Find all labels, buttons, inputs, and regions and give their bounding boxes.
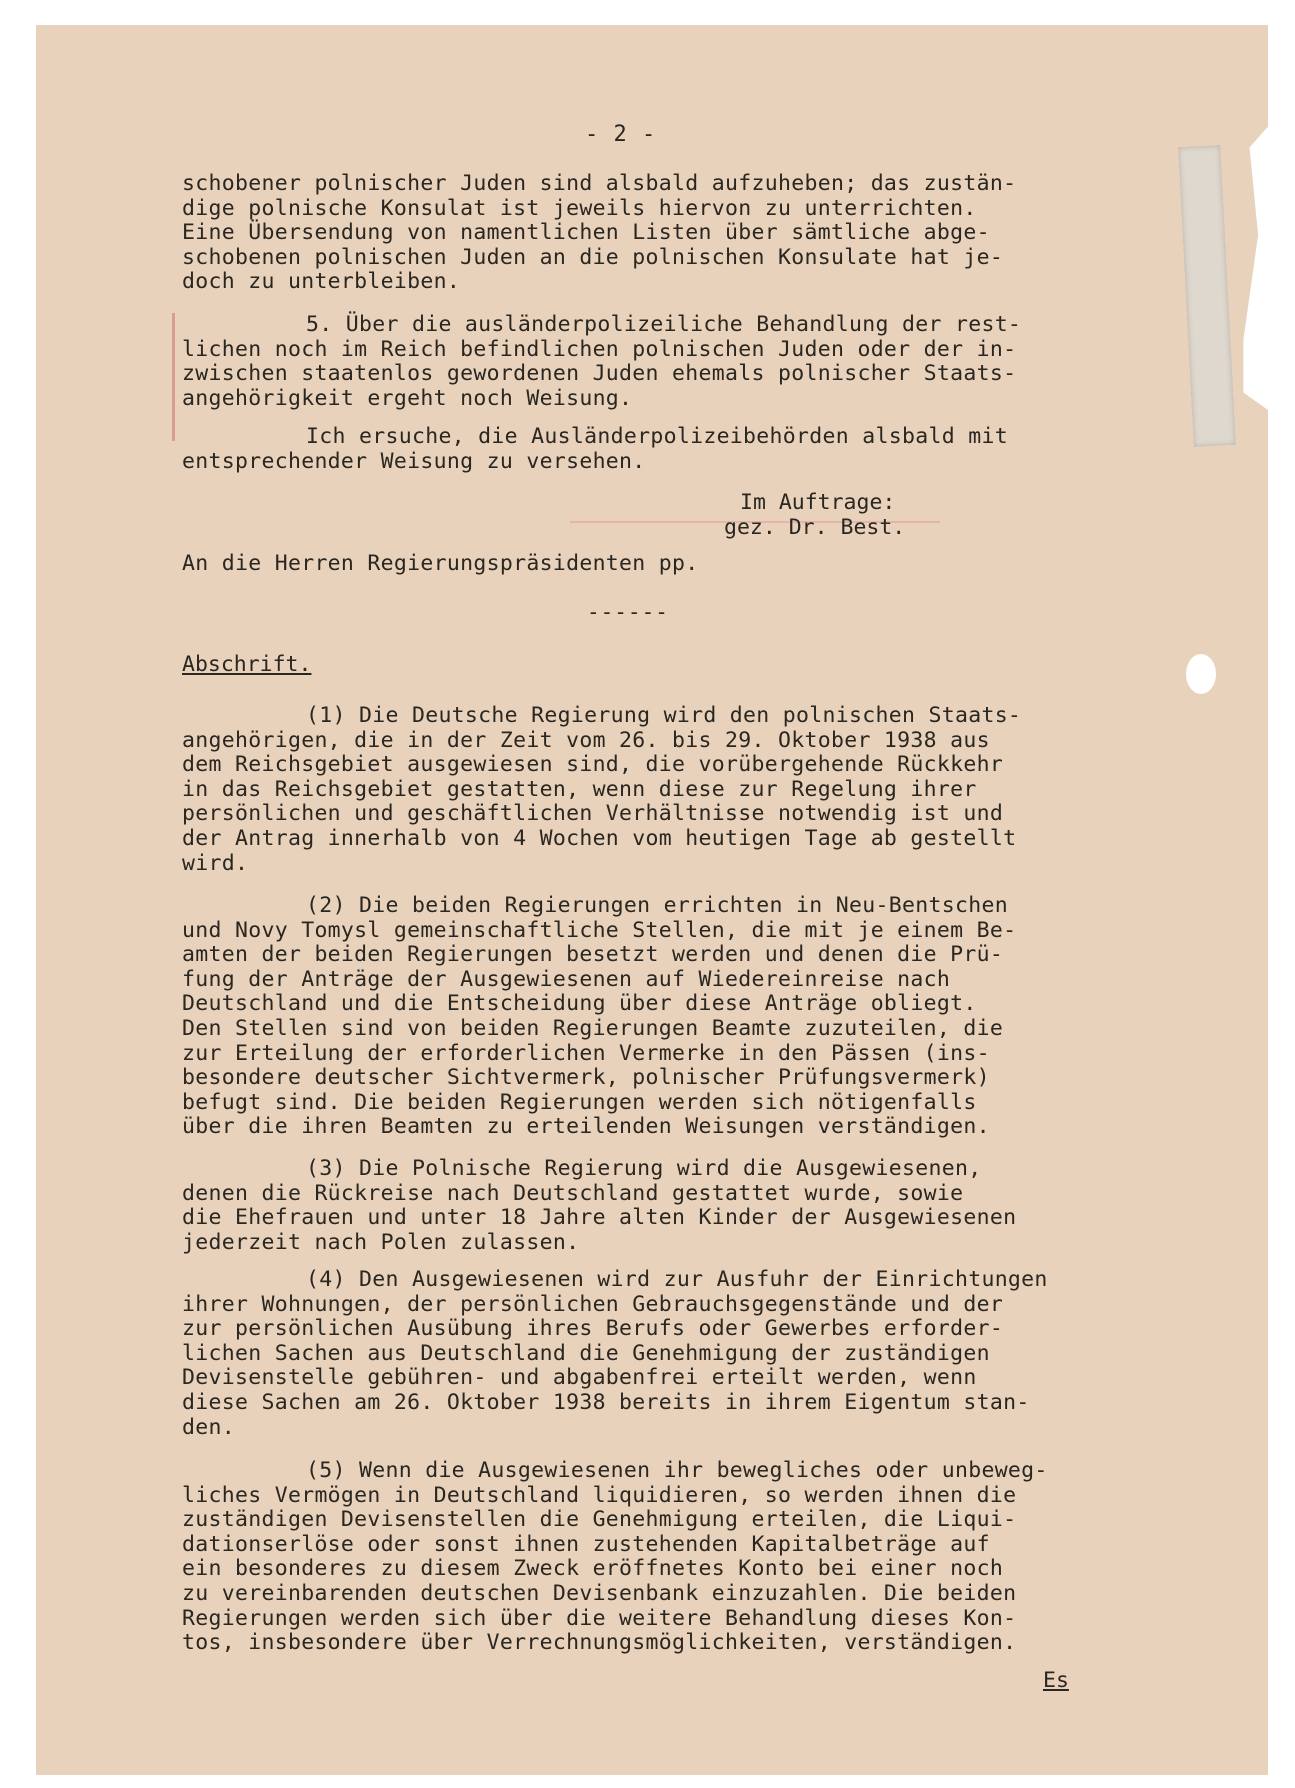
paragraph-1-text: (1) Die Deutsche Regierung wird den polnischen Staats- angehörigen, die in der Zeit vom 26. bis 29. Oktober 1938 aus dem Reichsgebiet ausgewiesen sind, die vorübergehende Rückkehr in das Reichsgebiet gestatten, wenn diese zur Regelung ihrer persönlichen und geschäftlichen Verhältnisse notwendig ist und der Antrag innerhalb von 4 Wochen vom heutigen Tage ab gestellt wird. (182, 703, 1022, 876)
punch-hole (1186, 654, 1216, 694)
signature-line-2: gez. Dr. Best. (724, 515, 906, 540)
addressee-text: An die Herren Regierungspräsidenten pp. (182, 551, 699, 576)
catchword: Es (1043, 1668, 1069, 1693)
paragraph-5 (182, 1459, 1182, 1656)
request-text: Ich ersuche, die Ausländerpolizeibehörden alsbald mit entsprechender Weisung zu versehen. (182, 424, 1008, 474)
intro-paragraph (182, 172, 1182, 295)
abschrift-heading: Abschrift. (182, 652, 312, 677)
addressee (182, 552, 1182, 577)
paragraph-2 (182, 894, 1182, 1140)
paragraph-4-text: (4) Den Ausgewiesenen wird zur Ausfuhr der Einrichtungen ihrer Wohnungen, der persönlichen Gebrauchsgegenstände und der zur persönlichen Ausübung ihres Berufs oder Gewerbes erforder- lichen Sachen aus Deutschland die Genehmigung der zuständigen Devisenstelle gebühren- und abgabenfrei erteilt werden, wenn diese Sachen am 26. Oktober 1938 bereits in ihrem Eigentum stan- den. (182, 1267, 1048, 1440)
signature-line-1: Im Auftrage: (740, 490, 896, 515)
separator: ------ (587, 600, 669, 624)
red-margin-mark (172, 313, 175, 441)
paragraph-4 (182, 1268, 1182, 1440)
paragraph-3-text: (3) Die Polnische Regierung wird die Ausgewiesenen, denen die Rückreise nach Deutschland gestattet wurde, sowie die Ehefrauen und unter 18 Jahre alten Kinder der Ausgewiesenen jederzeit nach Polen zulassen. (182, 1156, 1017, 1255)
intro-text: schobener polnischer Juden sind alsbald aufzuheben; das zustän- dige polnische Konsulat ist jeweils hiervon zu unterrichten. Eine Übersendung von namentlichen Listen über sämtliche abge- schobenen polnischen Juden an die polnischen Konsulate hat je- doch zu unterbleiben. (182, 171, 1017, 295)
request-paragraph (182, 425, 1182, 474)
paragraph-2-text: (2) Die beiden Regierungen errichten in Neu-Bentschen und Novy Tomysl gemeinschaftliche Stellen, die mit je einem Be- amten der beiden Regierungen besetzt werden und denen die Prü- fung der Anträge der Ausgewiesenen auf Wiedereinreise nach Deutschland und die Entscheidung über diese Anträge obliegt. Den Stellen sind von beiden Regierungen Beamte zuzuteilen, die zur Erteilung der erforderlichen Vermerke in den Pässen (ins- besondere deutscher Sichtvermerk, polnischer Prüfungsvermerk) befugt sind. Die beiden Regierungen werden sich nötigenfalls über die ihren Beamten zu erteilenden Weisungen verständigen. (182, 893, 1017, 1140)
paragraph-5-text: (5) Wenn die Ausgewiesenen ihr bewegliches oder unbeweg- liches Vermögen in Deutschland liquidieren, so werden ihnen die zuständigen Devisenstellen die Genehmigung erteilen, die Liqui- dationserlöse oder sonst ihnen zustehenden Kapitalbeträge auf ein besonderes zu diesem Zweck eröffnetes Konto bei einer noch zu vereinbarenden deutschen Devisenbank einzuzahlen. Die beiden Regierungen werden sich über die weitere Behandlung dieses Kon- tos, insbesondere über Verrechnungsmöglichkeiten, verständigen. (182, 1458, 1048, 1656)
paragraph-1 (182, 704, 1182, 876)
paragraph-3 (182, 1157, 1182, 1255)
page-number: - 2 - (585, 122, 657, 147)
point-5-text: 5. Über die ausländerpolizeiliche Behandlung der rest- lichen noch im Reich befindlichen polnischen Juden oder der in- zwischen staatenlos gewordenen Juden ehemals polnischer Staats- angehörigkeit ergeht noch Weisung. (182, 312, 1022, 411)
point-5-paragraph (182, 313, 1182, 411)
